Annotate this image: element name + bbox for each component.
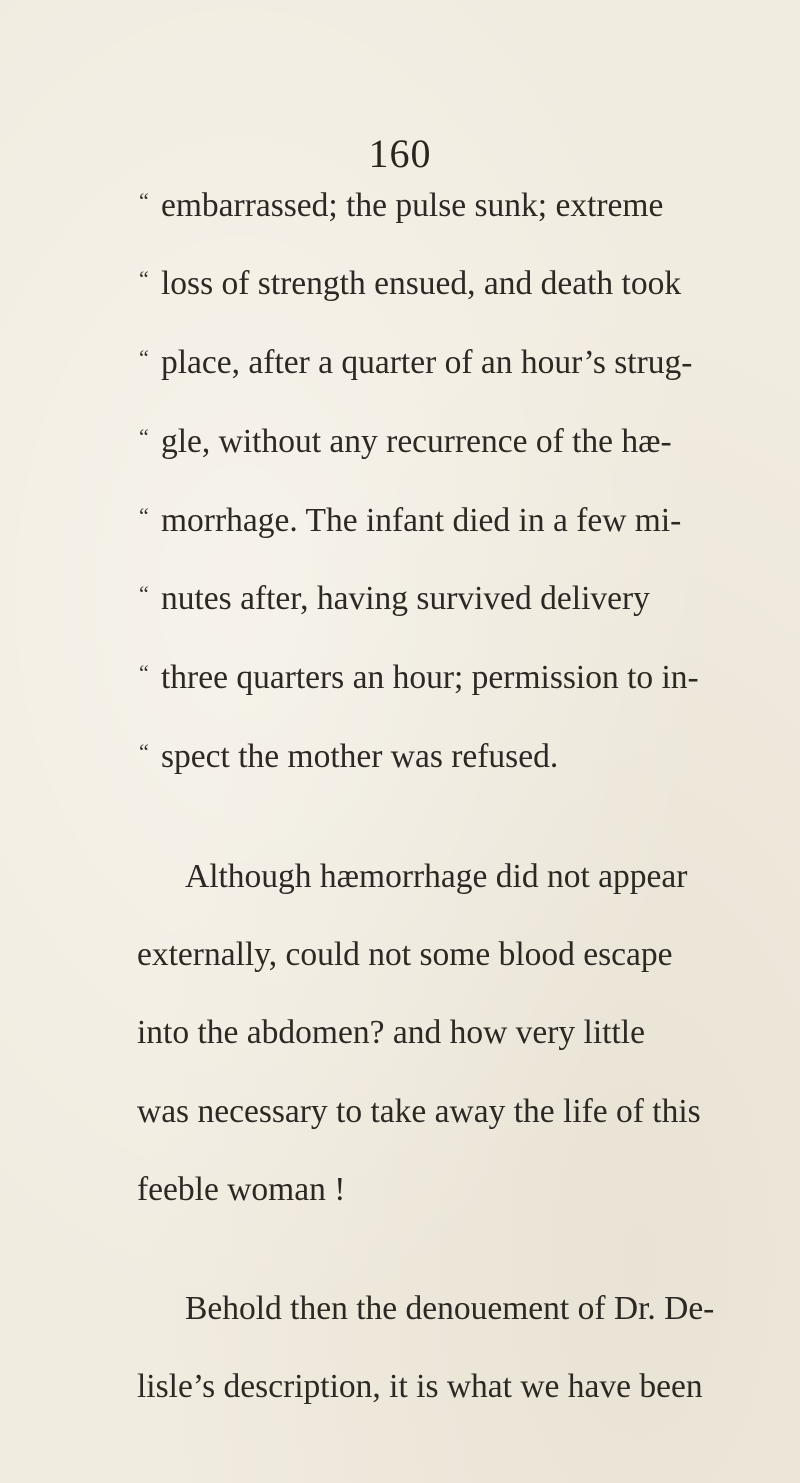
quote-mark: “ xyxy=(139,503,149,528)
text-line: was necessary to take away the life of this xyxy=(137,1093,701,1130)
quote-mark: “ xyxy=(139,581,149,606)
text-line: externally, could not some blood escape xyxy=(137,936,673,973)
page-number: 160 xyxy=(368,131,432,176)
quote-mark: “ xyxy=(139,424,149,449)
text-line: lisle’s description, it is what we have been xyxy=(137,1368,703,1405)
quoted-line: “ three quarters an hour; permission to in- xyxy=(139,659,699,696)
quoted-line: “ gle, without any recurrence of the hæ- xyxy=(139,423,672,460)
quote-mark: “ xyxy=(139,188,149,213)
quoted-line: “ embarrassed; the pulse sunk; extreme xyxy=(139,187,664,224)
quote-mark: “ xyxy=(139,739,149,764)
quoted-line: “ spect the mother was refused. xyxy=(139,738,559,775)
quoted-line: “ nutes after, having survived delivery xyxy=(139,580,650,617)
text-line: Behold then the denouement of Dr. De- xyxy=(185,1290,715,1327)
quote-mark: “ xyxy=(139,266,149,291)
text-line: into the abdomen? and how very little xyxy=(137,1014,645,1051)
quoted-line: “ place, after a quarter of an hour’s strug- xyxy=(139,344,693,381)
text-line: Although hæmorrhage did not appear xyxy=(185,858,688,895)
quoted-line: “ loss of strength ensued, and death took xyxy=(139,265,682,302)
quoted-line: “ morrhage. The infant died in a few mi- xyxy=(139,502,682,539)
quote-mark: “ xyxy=(139,345,149,370)
quote-mark: “ xyxy=(139,660,149,685)
text-line: feeble woman ! xyxy=(137,1171,346,1208)
